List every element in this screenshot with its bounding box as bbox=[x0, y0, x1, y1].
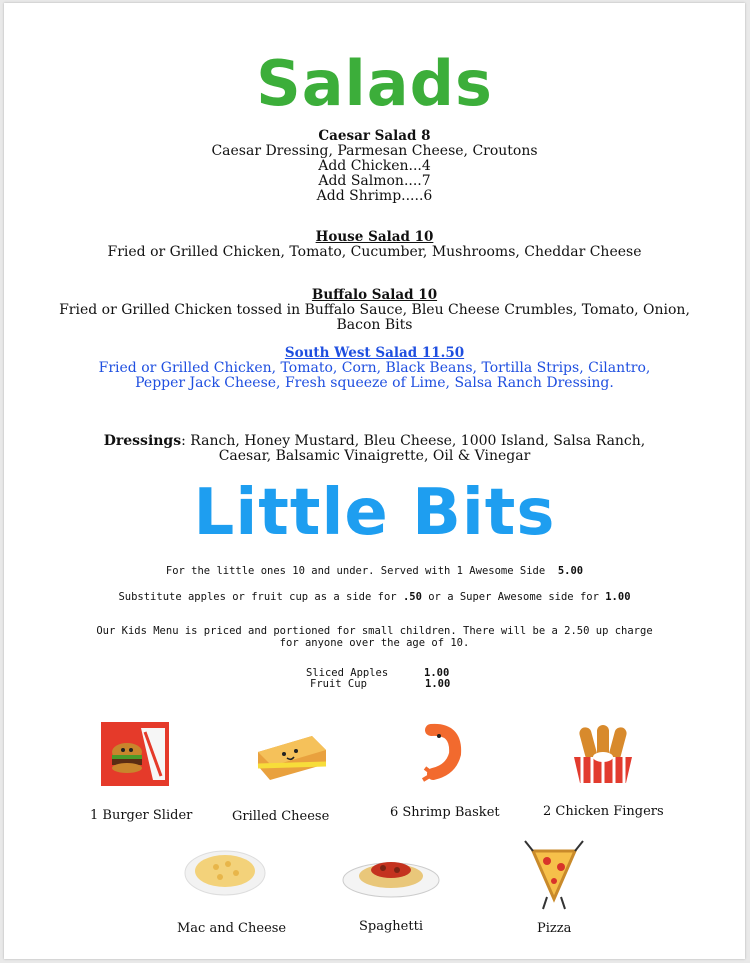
kids-item-caption: 1 Burger Slider bbox=[90, 808, 193, 823]
buffalo-salad-desc: Bacon Bits bbox=[336, 317, 413, 333]
buffalo-salad-desc: Fried or Grilled Chicken tossed in Buffalo Sauce, Bleu Cheese Crumbles, Tomato, Onion, bbox=[59, 302, 690, 318]
buffalo-salad-title: Buffalo Salad 10 bbox=[311, 287, 438, 303]
sides-list bbox=[306, 668, 450, 690]
burger-slider-image bbox=[101, 722, 169, 786]
substitute-price: 1.00 bbox=[605, 591, 631, 603]
kids-note-line: for anyone over the age of 10. bbox=[279, 637, 470, 649]
little-bits-heading: Little Bits bbox=[193, 476, 556, 550]
kids-intro-text: For the little ones 10 and under. Served with 1 Awesome Side bbox=[165, 565, 546, 577]
substitute-text: or a Super Awesome side for bbox=[421, 591, 606, 603]
kids-item-caption: Pizza bbox=[537, 921, 572, 936]
dressings-label: Dressings bbox=[103, 433, 182, 449]
dressings-list: : Ranch, Honey Mustard, Bleu Cheese, 1000 Island, Salsa Ranch, bbox=[181, 433, 646, 449]
kids-note-line: Our Kids Menu is priced and portioned for small children. There will be a 2.50 up charge bbox=[96, 625, 653, 637]
grilled-cheese-image bbox=[252, 730, 330, 784]
house-salad-block bbox=[4, 229, 745, 260]
kids-intro bbox=[4, 565, 745, 577]
kids-intro-price: 5.00 bbox=[557, 565, 584, 577]
southwest-salad-desc: Pepper Jack Cheese, Fresh squeeze of Lime, Salsa Ranch Dressing. bbox=[135, 375, 614, 391]
house-salad-title: House Salad 10 bbox=[315, 229, 434, 245]
kids-item-caption: 2 Chicken Fingers bbox=[543, 804, 664, 819]
side-price: 1.00 bbox=[424, 667, 450, 679]
caesar-addon: Add Chicken...4 bbox=[318, 158, 431, 174]
side-price: 1.00 bbox=[425, 678, 451, 690]
house-salad-desc: Fried or Grilled Chicken, Tomato, Cucumber, Mushrooms, Cheddar Cheese bbox=[107, 244, 642, 260]
southwest-salad-block bbox=[4, 345, 745, 391]
chicken-fingers-image bbox=[568, 723, 638, 785]
southwest-salad-title: South West Salad 11.50 bbox=[284, 345, 465, 361]
side-name: Sliced Apples bbox=[306, 667, 389, 679]
kids-item-caption: Spaghetti bbox=[359, 919, 423, 934]
caesar-salad-block bbox=[4, 128, 745, 204]
shrimp-basket-image bbox=[417, 722, 465, 784]
menu-page bbox=[4, 3, 745, 959]
kids-item-caption: Mac and Cheese bbox=[177, 921, 287, 936]
caesar-addon: Add Salmon....7 bbox=[318, 173, 431, 189]
caesar-addon: Add Shrimp.....6 bbox=[316, 188, 433, 204]
pizza-image bbox=[523, 837, 585, 911]
caesar-salad-title: Caesar Salad 8 bbox=[318, 128, 431, 144]
side-name: Fruit Cup bbox=[310, 678, 367, 690]
dressings-block bbox=[4, 434, 745, 464]
side-row bbox=[306, 679, 450, 690]
caesar-salad-desc: Caesar Dressing, Parmesan Cheese, Croutons bbox=[211, 143, 538, 159]
kids-item-caption: Grilled Cheese bbox=[232, 809, 330, 824]
dressings-list: Caesar, Balsamic Vinaigrette, Oil & Vinegar bbox=[218, 448, 531, 464]
substitute-text: Substitute apples or fruit cup as a side for bbox=[118, 591, 403, 603]
southwest-salad-desc: Fried or Grilled Chicken, Tomato, Corn, Black Beans, Tortilla Strips, Cilantro, bbox=[98, 360, 651, 376]
buffalo-salad-block bbox=[4, 287, 745, 333]
kids-note bbox=[4, 625, 745, 649]
mac-and-cheese-image bbox=[182, 839, 268, 899]
spaghetti-image bbox=[341, 848, 441, 900]
kids-item-caption: 6 Shrimp Basket bbox=[390, 805, 500, 820]
salads-heading: Salads bbox=[256, 47, 493, 120]
kids-substitute bbox=[4, 591, 745, 603]
substitute-price: .50 bbox=[402, 591, 422, 603]
